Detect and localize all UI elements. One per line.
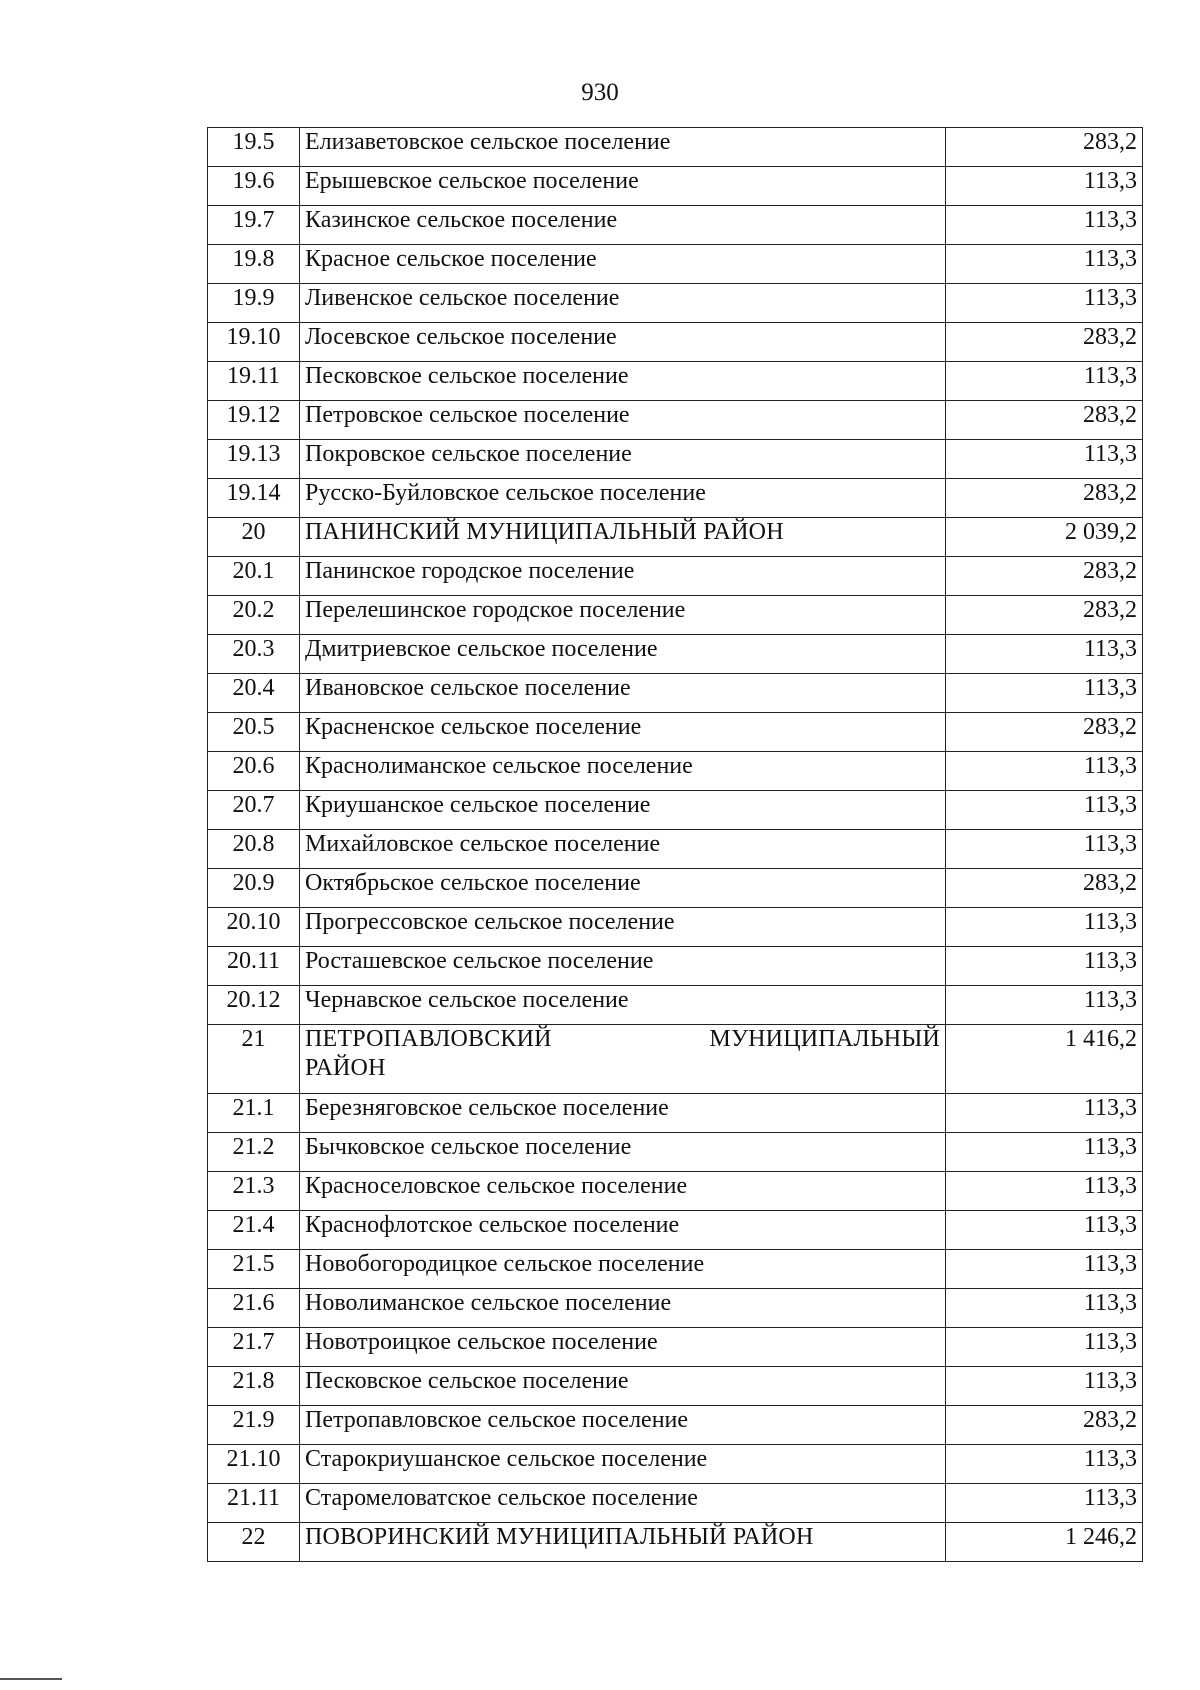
row-number: 21.11 <box>208 1484 300 1523</box>
settlement-name: Песковское сельское поселение <box>300 1367 946 1406</box>
settlement-name: Новотроицкое сельское поселение <box>300 1328 946 1367</box>
row-value: 283,2 <box>946 596 1143 635</box>
table-row <box>208 1328 1143 1367</box>
row-number: 21.3 <box>208 1172 300 1211</box>
table-row <box>208 596 1143 635</box>
row-number: 19.10 <box>208 323 300 362</box>
row-number: 19.11 <box>208 362 300 401</box>
row-number: 20.2 <box>208 596 300 635</box>
table-row <box>208 1406 1143 1445</box>
row-number: 21.7 <box>208 1328 300 1367</box>
settlement-name: Лосевское сельское поселение <box>300 323 946 362</box>
row-number: 21.4 <box>208 1211 300 1250</box>
row-value: 113,3 <box>946 206 1143 245</box>
table-row <box>208 557 1143 596</box>
district-name: ПОВОРИНСКИЙ МУНИЦИПАЛЬНЫЙ РАЙОН <box>300 1523 946 1562</box>
settlement-name: Елизаветовское сельское поселение <box>300 128 946 167</box>
row-number: 20.5 <box>208 713 300 752</box>
row-value: 113,3 <box>946 1250 1143 1289</box>
row-number: 20.1 <box>208 557 300 596</box>
table-row <box>208 674 1143 713</box>
row-number: 21.1 <box>208 1094 300 1133</box>
row-value: 113,3 <box>946 1172 1143 1211</box>
district-total: 2 039,2 <box>946 518 1143 557</box>
row-number: 21.5 <box>208 1250 300 1289</box>
row-value: 113,3 <box>946 830 1143 869</box>
table-row <box>208 284 1143 323</box>
row-number: 19.12 <box>208 401 300 440</box>
table-row <box>208 1289 1143 1328</box>
settlement-name: Краснолиманское сельское поселение <box>300 752 946 791</box>
table-row <box>208 986 1143 1025</box>
table-row <box>208 1484 1143 1523</box>
row-value: 113,3 <box>946 635 1143 674</box>
settlement-name: Октябрьское сельское поселение <box>300 869 946 908</box>
district-row <box>208 518 1143 557</box>
row-value: 113,3 <box>946 791 1143 830</box>
table-row <box>208 440 1143 479</box>
row-value: 113,3 <box>946 1133 1143 1172</box>
row-value: 113,3 <box>946 1094 1143 1133</box>
row-value: 283,2 <box>946 401 1143 440</box>
row-value: 113,3 <box>946 1367 1143 1406</box>
table-row <box>208 635 1143 674</box>
settlement-name: Михайловское сельское поселение <box>300 830 946 869</box>
row-number: 21 <box>208 1025 300 1094</box>
row-value: 113,3 <box>946 1328 1143 1367</box>
row-number: 21.10 <box>208 1445 300 1484</box>
settlement-name: Петровское сельское поселение <box>300 401 946 440</box>
row-number: 20.8 <box>208 830 300 869</box>
settlement-name: Бычковское сельское поселение <box>300 1133 946 1172</box>
row-value: 113,3 <box>946 1484 1143 1523</box>
page-edge-mark <box>0 1678 62 1680</box>
settlement-name: Казинское сельское поселение <box>300 206 946 245</box>
row-number: 20.12 <box>208 986 300 1025</box>
district-name-part: ПЕТРОПАВЛОВСКИЙ <box>305 1026 552 1052</box>
settlement-name: Русско-Буйловское сельское поселение <box>300 479 946 518</box>
row-number: 19.5 <box>208 128 300 167</box>
row-number: 20 <box>208 518 300 557</box>
row-value: 113,3 <box>946 908 1143 947</box>
settlement-name: Красненское сельское поселение <box>300 713 946 752</box>
settlement-name: Новолиманское сельское поселение <box>300 1289 946 1328</box>
row-number: 22 <box>208 1523 300 1562</box>
settlement-name: Росташевское сельское поселение <box>300 947 946 986</box>
table-row <box>208 830 1143 869</box>
settlement-name: Криушанское сельское поселение <box>300 791 946 830</box>
page-number: 930 <box>581 79 619 106</box>
table-row <box>208 245 1143 284</box>
row-number: 20.9 <box>208 869 300 908</box>
table-row <box>208 791 1143 830</box>
district-row <box>208 1523 1143 1562</box>
settlement-name: Старокриушанское сельское поселение <box>300 1445 946 1484</box>
table-row <box>208 1367 1143 1406</box>
district-name <box>300 1025 946 1094</box>
settlement-name: Ерышевское сельское поселение <box>300 167 946 206</box>
settlement-name: Покровское сельское поселение <box>300 440 946 479</box>
settlement-name: Красное сельское поселение <box>300 245 946 284</box>
table-row <box>208 401 1143 440</box>
table-row <box>208 1211 1143 1250</box>
settlement-name: Чернавское сельское поселение <box>300 986 946 1025</box>
district-name-line <box>305 1025 940 1054</box>
settlement-name: Ивановское сельское поселение <box>300 674 946 713</box>
row-value: 283,2 <box>946 557 1143 596</box>
row-value: 113,3 <box>946 1445 1143 1484</box>
row-number: 19.7 <box>208 206 300 245</box>
row-value: 283,2 <box>946 869 1143 908</box>
table-row <box>208 479 1143 518</box>
table-row <box>208 1250 1143 1289</box>
row-value: 283,2 <box>946 1406 1143 1445</box>
row-number: 19.14 <box>208 479 300 518</box>
row-value: 113,3 <box>946 986 1143 1025</box>
row-number: 21.9 <box>208 1406 300 1445</box>
settlement-name: Красноселовское сельское поселение <box>300 1172 946 1211</box>
row-number: 20.7 <box>208 791 300 830</box>
row-number: 19.6 <box>208 167 300 206</box>
row-number: 20.3 <box>208 635 300 674</box>
table-row <box>208 206 1143 245</box>
row-number: 21.6 <box>208 1289 300 1328</box>
settlement-name: Старомеловатское сельское поселение <box>300 1484 946 1523</box>
row-value: 283,2 <box>946 323 1143 362</box>
settlement-name: Петропавловское сельское поселение <box>300 1406 946 1445</box>
settlement-name: Панинское городское поселение <box>300 557 946 596</box>
row-number: 21.8 <box>208 1367 300 1406</box>
row-number: 20.11 <box>208 947 300 986</box>
settlement-name: Краснофлотское сельское поселение <box>300 1211 946 1250</box>
settlement-name: Песковское сельское поселение <box>300 362 946 401</box>
table-row <box>208 128 1143 167</box>
row-value: 113,3 <box>946 284 1143 323</box>
row-value: 113,3 <box>946 167 1143 206</box>
row-value: 283,2 <box>946 479 1143 518</box>
table-row <box>208 869 1143 908</box>
table-row <box>208 167 1143 206</box>
row-number: 19.13 <box>208 440 300 479</box>
row-value: 113,3 <box>946 752 1143 791</box>
row-number: 20.6 <box>208 752 300 791</box>
settlement-name: Перелешинское городское поселение <box>300 596 946 635</box>
row-value: 113,3 <box>946 362 1143 401</box>
settlement-name: Прогрессовское сельское поселение <box>300 908 946 947</box>
settlement-name: Ливенское сельское поселение <box>300 284 946 323</box>
row-value: 283,2 <box>946 713 1143 752</box>
table-row <box>208 947 1143 986</box>
district-row <box>208 1025 1143 1094</box>
row-value: 113,3 <box>946 245 1143 284</box>
row-value: 113,3 <box>946 947 1143 986</box>
row-value: 113,3 <box>946 1289 1143 1328</box>
table-row <box>208 362 1143 401</box>
row-number: 20.4 <box>208 674 300 713</box>
settlement-name: Березняговское сельское поселение <box>300 1094 946 1133</box>
row-value: 113,3 <box>946 440 1143 479</box>
district-name-part: МУНИЦИПАЛЬНЫЙ <box>709 1026 940 1052</box>
table-row <box>208 323 1143 362</box>
table-body <box>208 128 1143 1562</box>
district-name-line: РАЙОН <box>305 1055 386 1081</box>
allocation-table <box>207 127 1143 1562</box>
row-number: 19.8 <box>208 245 300 284</box>
district-total: 1 246,2 <box>946 1523 1143 1562</box>
row-number: 20.10 <box>208 908 300 947</box>
table-row <box>208 1094 1143 1133</box>
row-value: 113,3 <box>946 1211 1143 1250</box>
table-row <box>208 1172 1143 1211</box>
district-total: 1 416,2 <box>946 1025 1143 1094</box>
settlement-name: Дмитриевское сельское поселение <box>300 635 946 674</box>
table-row <box>208 908 1143 947</box>
row-value: 283,2 <box>946 128 1143 167</box>
row-value: 113,3 <box>946 674 1143 713</box>
settlement-name: Новобогородицкое сельское поселение <box>300 1250 946 1289</box>
table-row <box>208 713 1143 752</box>
table-row <box>208 1133 1143 1172</box>
table-row <box>208 752 1143 791</box>
row-number: 21.2 <box>208 1133 300 1172</box>
row-number: 19.9 <box>208 284 300 323</box>
district-name: ПАНИНСКИЙ МУНИЦИПАЛЬНЫЙ РАЙОН <box>300 518 946 557</box>
table-row <box>208 1445 1143 1484</box>
